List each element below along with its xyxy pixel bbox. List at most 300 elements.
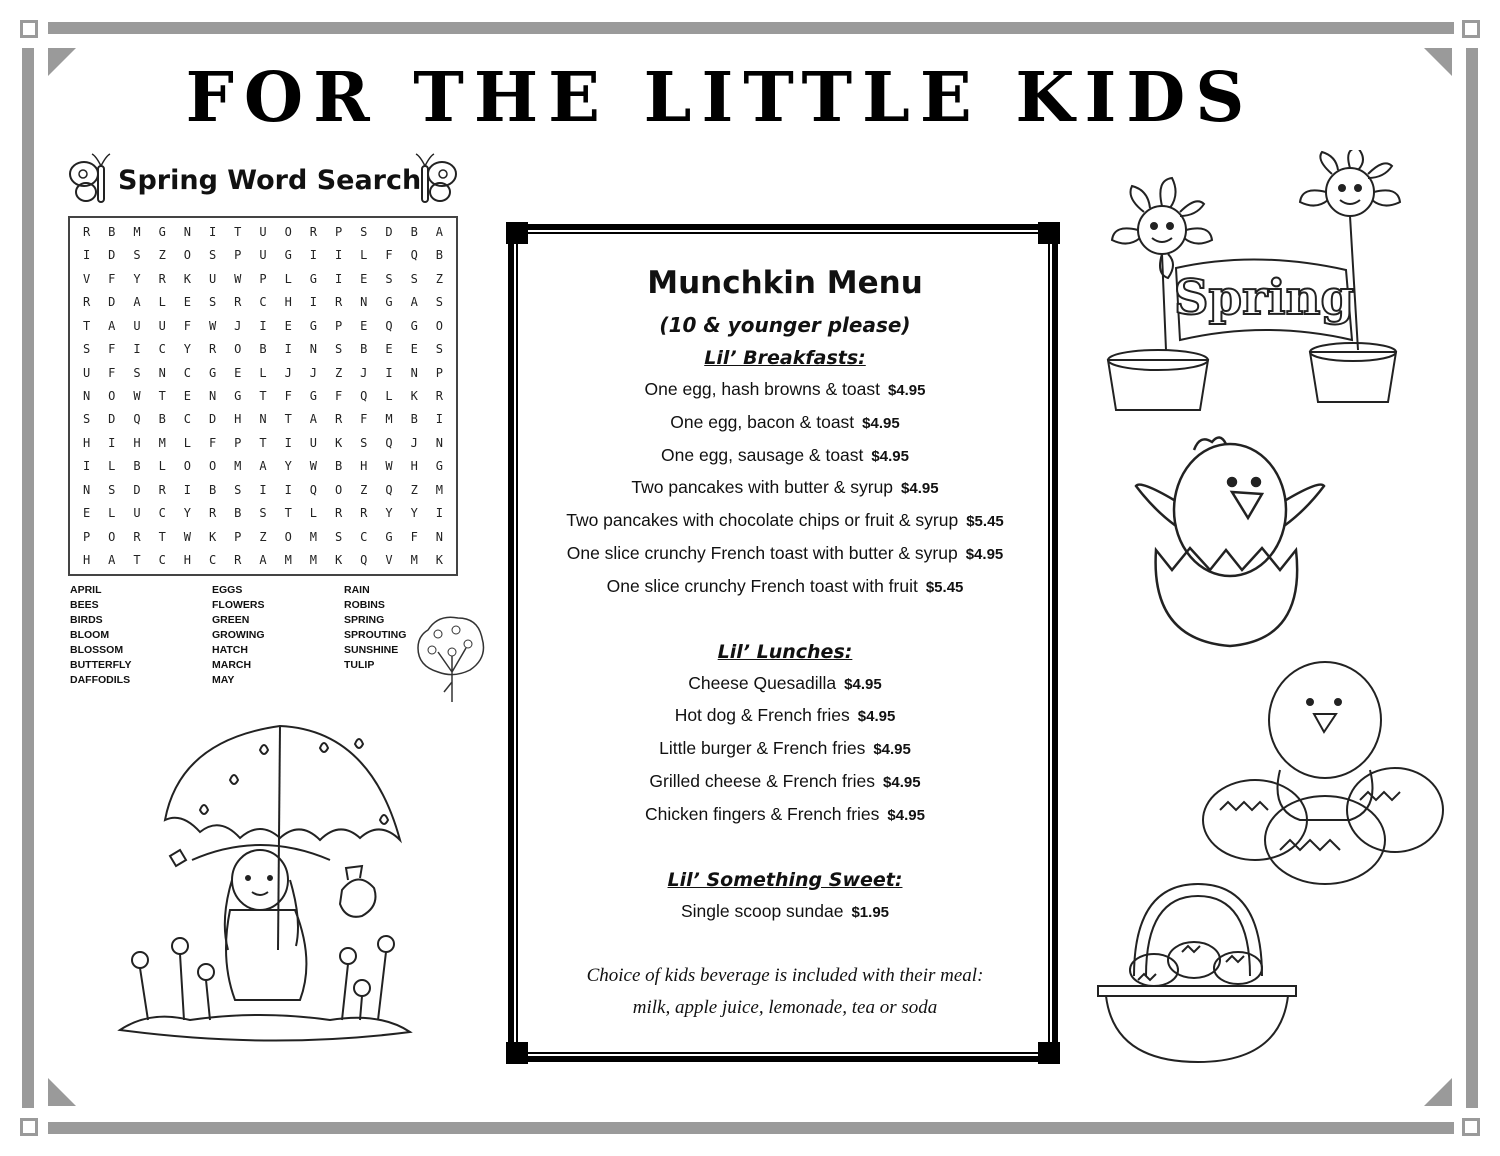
grid-letter[interactable]: S [108,482,116,497]
grid-letter[interactable]: C [183,412,192,427]
grid-letter[interactable]: R [208,342,217,357]
grid-letter[interactable]: S [385,271,393,286]
grid-letter[interactable]: I [334,248,343,263]
grid-letter[interactable]: C [158,342,166,357]
grid-letter[interactable]: O [284,529,292,544]
grid-letter[interactable]: S [334,342,343,357]
grid-letter[interactable]: F [208,435,217,450]
grid-letter[interactable]: O [108,388,116,403]
grid-letter[interactable]: I [385,365,393,380]
word-list-item: SPRING [344,614,385,626]
grid-letter[interactable]: U [309,435,318,450]
grid-letter[interactable]: H [234,412,242,427]
grid-letter[interactable]: E [234,365,242,380]
menu-frame-corner [506,222,528,244]
menu-item: Little burger & French fries $4.95 [659,738,911,759]
grid-letter[interactable]: F [360,412,368,427]
grid-letter[interactable]: W [208,318,217,333]
item-price: $4.95 [965,545,1004,563]
grid-letter[interactable]: Y [385,506,393,521]
grid-letter[interactable]: E [385,342,393,357]
easter-basket-illustration [1094,880,1300,1066]
menu-frame-corner [506,1042,528,1064]
grid-letter[interactable]: A [259,553,267,568]
grid-letter[interactable]: U [158,318,166,333]
grid-letter[interactable]: L [108,506,116,521]
grid-letter[interactable]: F [183,318,192,333]
grid-letter[interactable]: K [208,529,217,544]
grid-letter[interactable]: E [410,342,418,357]
grid-letter[interactable]: D [208,412,217,427]
grid-letter[interactable]: H [360,459,368,474]
grid-letter[interactable]: Q [360,388,368,403]
grid-letter[interactable]: J [284,365,292,380]
grid-letter[interactable]: N [208,388,217,403]
grid-letter[interactable]: I [309,295,318,310]
grid-letter[interactable]: L [108,459,116,474]
grid-letter[interactable]: O [334,482,343,497]
grid-letter[interactable]: D [385,224,393,239]
grid-letter[interactable]: F [108,271,116,286]
grid-letter[interactable]: J [410,435,418,450]
grid-letter[interactable]: T [284,506,292,521]
word-list-item: DAFFODILS [70,674,131,686]
word-list-item: SUNSHINE [344,644,399,656]
grid-letter[interactable]: Y [183,506,192,521]
grid-letter[interactable]: I [133,342,141,357]
grid-letter[interactable]: K [183,271,192,286]
grid-letter[interactable]: N [435,435,444,450]
grid-letter[interactable]: H [82,553,91,568]
grid-letter[interactable]: I [108,435,116,450]
grid-letter[interactable]: O [183,248,192,263]
grid-letter[interactable]: I [284,342,292,357]
grid-letter[interactable]: N [259,412,267,427]
grid-letter[interactable]: C [259,295,267,310]
grid-letter[interactable]: V [82,271,91,286]
grid-letter[interactable]: M [309,553,318,568]
grid-letter[interactable]: Z [334,365,343,380]
grid-letter[interactable]: R [309,224,318,239]
grid-letter[interactable]: T [259,388,267,403]
grid-letter[interactable]: B [410,224,418,239]
grid-letter[interactable]: G [208,365,217,380]
grid-letter[interactable]: A [133,295,141,310]
frame-corner-triangle [48,1078,76,1106]
grid-letter[interactable]: B [133,459,141,474]
menu-item: Grilled cheese & French fries $4.95 [649,770,921,791]
grid-letter[interactable]: W [183,529,192,544]
section-heading-sweets: Lil’ Something Sweet: [667,868,903,891]
grid-letter[interactable]: Q [133,412,141,427]
grid-letter[interactable]: B [435,248,444,263]
grid-letter[interactable]: S [208,248,217,263]
menu-frame-corner [1038,1042,1060,1064]
grid-letter[interactable]: C [158,506,166,521]
grid-letter[interactable]: Z [259,529,267,544]
grid-letter[interactable]: Q [385,318,393,333]
grid-letter[interactable]: K [410,388,418,403]
word-list-column [70,583,210,688]
grid-letter[interactable]: A [259,459,267,474]
grid-letter[interactable]: P [82,529,91,544]
grid-letter[interactable]: G [435,459,444,474]
frame-bottom-bar [48,1122,1454,1134]
word-list-item: RAIN [344,584,370,596]
grid-letter[interactable]: I [309,248,318,263]
grid-letter[interactable]: I [259,318,267,333]
grid-letter[interactable]: H [133,435,141,450]
grid-letter[interactable]: R [158,482,166,497]
grid-letter[interactable]: F [385,248,393,263]
grid-letter[interactable]: Q [385,435,393,450]
grid-letter[interactable]: L [284,271,292,286]
item-price: $4.95 [873,741,911,759]
grid-letter[interactable]: C [158,553,166,568]
grid-letter[interactable]: R [82,295,91,310]
grid-letter[interactable]: C [360,529,368,544]
grid-letter[interactable]: G [385,529,393,544]
grid-letter[interactable]: O [208,459,217,474]
grid-letter[interactable]: M [234,459,242,474]
grid-letter[interactable]: E [360,318,368,333]
grid-letter[interactable]: Z [410,482,418,497]
grid-letter[interactable]: F [108,342,116,357]
grid-letter[interactable]: Y [183,342,192,357]
grid-letter[interactable]: C [183,365,192,380]
grid-letter[interactable]: L [385,388,393,403]
grid-letter[interactable]: R [82,224,91,239]
chick-on-eggs-illustration [1200,660,1450,890]
grid-letter[interactable]: I [183,482,192,497]
word-list [70,583,420,688]
grid-letter[interactable]: H [183,553,192,568]
grid-letter[interactable]: D [108,295,116,310]
grid-letter[interactable]: A [309,412,318,427]
grid-letter[interactable]: Q [410,248,418,263]
grid-letter[interactable]: Y [133,271,141,286]
grid-letter[interactable]: O [435,318,444,333]
grid-letter[interactable]: S [234,482,242,497]
word-list-item: BEES [70,599,99,611]
grid-letter[interactable]: L [360,248,368,263]
spring-banner-illustration [1096,150,1426,425]
grid-letter[interactable]: B [360,342,368,357]
grid-letter[interactable]: J [309,365,318,380]
grid-letter[interactable]: P [234,435,242,450]
word-list-item: GREEN [212,614,250,626]
grid-letter[interactable]: G [284,248,292,263]
grid-letter[interactable]: L [158,295,166,310]
grid-letter[interactable]: H [82,435,91,450]
grid-letter[interactable]: G [309,318,318,333]
grid-letter[interactable]: U [259,248,267,263]
grid-letter[interactable]: U [133,506,141,521]
grid-letter[interactable]: S [360,224,368,239]
grid-letter[interactable]: T [158,388,166,403]
grid-letter[interactable]: I [284,435,292,450]
grid-letter[interactable]: I [334,271,343,286]
grid-letter[interactable]: R [133,529,141,544]
grid-letter[interactable]: R [334,506,343,521]
grid-letter[interactable]: R [208,506,217,521]
frame-corner-triangle [1424,1078,1452,1106]
menu-item: Single scoop sundae $1.95 [680,900,890,921]
beverage-note: milk, apple juice, lemonade, tea or soda [632,997,938,1019]
grid-letter[interactable]: B [234,506,242,521]
word-search-grid[interactable] [68,216,458,576]
grid-letter[interactable]: E [183,295,192,310]
grid-letter[interactable]: P [234,248,242,263]
word-list-item: EGGS [212,584,243,596]
item-price: $4.95 [883,773,921,791]
item-price: $4.95 [887,382,926,399]
grid-letter[interactable]: O [108,529,116,544]
word-list-item: BLOOM [70,629,110,641]
menu-title: Munchkin Menu [647,265,923,301]
grid-letter[interactable]: T [284,412,292,427]
hatching-chick-illustration [1130,430,1330,652]
item-price: $4.95 [857,708,896,726]
word-list-item: BUTTERFLY [70,659,132,671]
word-list-item: FLOWERS [212,599,265,611]
grid-letter[interactable]: O [284,224,292,239]
grid-letter[interactable]: E [284,318,292,333]
grid-letter[interactable]: Y [410,506,418,521]
grid-letter[interactable]: T [133,553,141,568]
grid-letter[interactable]: S [435,295,444,310]
grid-letter[interactable]: G [309,271,318,286]
grid-letter[interactable]: P [334,318,343,333]
flower-sketch-icon [408,612,490,704]
grid-letter[interactable]: S [360,435,368,450]
grid-letter[interactable]: M [410,553,418,568]
grid-letter[interactable]: U [208,271,217,286]
item-price: $5.45 [966,513,1004,531]
grid-letter[interactable]: L [183,435,192,450]
grid-letter[interactable]: P [234,529,242,544]
grid-letter[interactable]: S [82,412,91,427]
word-list-item: MAY [212,674,235,686]
grid-letter[interactable]: U [82,365,91,380]
grid-letter[interactable]: Z [435,271,444,286]
grid-letter[interactable]: Q [385,482,393,497]
grid-letter[interactable]: L [158,459,166,474]
frame-corner [1462,20,1480,38]
grid-letter[interactable]: W [133,388,141,403]
grid-letter[interactable]: W [234,271,242,286]
item-price: $4.95 [901,480,939,498]
grid-letter[interactable]: P [334,224,343,239]
word-list-item: MARCH [212,659,252,671]
grid-letter[interactable]: S [208,295,217,310]
grid-letter[interactable]: T [82,318,91,333]
word-list-item: APRIL [70,584,102,596]
grid-letter[interactable]: M [133,224,141,239]
grid-letter[interactable]: I [259,482,267,497]
grid-letter[interactable]: G [309,388,318,403]
grid-letter[interactable]: Z [158,248,166,263]
grid-letter[interactable]: Y [284,459,292,474]
grid-letter[interactable]: Q [360,553,368,568]
grid-letter[interactable]: N [435,529,444,544]
frame-left-bar [22,48,34,1108]
grid-letter[interactable]: A [410,295,418,310]
item-price: $4.95 [844,675,882,693]
grid-letter[interactable]: J [360,365,368,380]
grid-letter[interactable]: L [309,506,318,521]
word-search-title: Spring Word Search [118,165,422,196]
spring-banner-text: Spring [1173,270,1355,326]
grid-letter[interactable]: R [435,388,444,403]
girl-with-umbrella-illustration [110,720,420,1050]
grid-letter[interactable]: F [284,388,292,403]
grid-letter[interactable]: P [259,271,267,286]
grid-letter[interactable]: R [234,295,242,310]
grid-letter[interactable]: I [435,506,444,521]
grid-letter[interactable]: N [309,342,318,357]
grid-letter[interactable]: C [208,553,217,568]
menu-item: One slice crunchy French toast with butter & syrup $4.95 [566,542,1004,563]
grid-letter[interactable]: D [133,482,141,497]
menu-item: Two pancakes with chocolate chips or fruit & syrup $5.45 [566,510,1004,531]
grid-letter[interactable]: S [410,271,418,286]
grid-letter[interactable]: Z [360,482,368,497]
menu-item: Cheese Quesadilla $4.95 [688,672,882,693]
grid-letter[interactable]: A [108,553,116,568]
grid-letter[interactable]: F [410,529,418,544]
grid-letter[interactable]: S [435,342,444,357]
grid-letter[interactable]: O [183,459,192,474]
section-heading-lunches: Lil’ Lunches: [717,640,853,663]
grid-letter[interactable]: V [385,553,393,568]
grid-letter[interactable]: G [158,224,166,239]
grid-letter[interactable]: O [234,342,242,357]
grid-letter[interactable]: K [334,435,343,450]
grid-letter[interactable]: N [360,295,368,310]
grid-letter[interactable]: B [208,482,217,497]
grid-letter[interactable]: B [259,342,267,357]
grid-letter[interactable]: R [334,412,343,427]
menu-item: Chicken fingers & French fries $4.95 [645,803,925,824]
grid-letter[interactable]: D [108,248,116,263]
grid-letter[interactable]: R [334,295,343,310]
frame-right-bar [1466,48,1478,1108]
grid-letter[interactable]: I [435,412,444,427]
grid-letter[interactable]: S [82,342,91,357]
grid-letter[interactable]: W [385,459,393,474]
frame-top-bar [48,22,1454,34]
grid-letter[interactable]: D [108,412,116,427]
grid-letter[interactable]: M [435,482,444,497]
menu-item: One egg, bacon & toast $4.95 [670,411,900,432]
grid-letter[interactable]: I [208,224,217,239]
grid-letter[interactable]: S [133,248,141,263]
page-title: FOR THE LITTLE KIDS [185,58,1255,138]
grid-letter[interactable]: G [234,388,242,403]
grid-letter[interactable]: I [284,482,292,497]
grid-letter[interactable]: J [234,318,242,333]
grid-letter[interactable]: E [360,271,368,286]
grid-letter[interactable]: B [158,412,166,427]
menu-subtitle: (10 & younger please) [659,313,911,337]
word-list-item: TULIP [344,659,375,671]
grid-letter[interactable]: N [82,388,91,403]
grid-letter[interactable]: B [334,459,343,474]
butterfly-icon [66,152,118,208]
grid-letter[interactable]: N [158,365,166,380]
grid-letter[interactable]: M [158,435,166,450]
word-list-item: BLOSSOM [70,644,124,656]
word-list-item: SPROUTING [344,629,407,641]
grid-letter[interactable]: T [234,224,242,239]
grid-letter[interactable]: E [82,506,91,521]
grid-letter[interactable]: A [435,224,444,239]
grid-letter[interactable]: T [259,435,267,450]
grid-letter[interactable]: M [385,412,393,427]
grid-letter[interactable]: R [360,506,368,521]
grid-letter[interactable]: S [334,529,343,544]
frame-corner [20,1118,38,1136]
grid-letter[interactable]: H [410,459,418,474]
grid-letter[interactable]: N [82,482,91,497]
grid-letter[interactable]: S [133,365,141,380]
grid-letter[interactable]: U [259,224,267,239]
grid-letter[interactable]: F [108,365,116,380]
grid-letter[interactable]: Q [309,482,318,497]
grid-letter[interactable]: R [158,271,166,286]
beverage-note: Choice of kids beverage is included with their meal: [586,965,984,987]
grid-letter[interactable]: U [133,318,141,333]
grid-letter[interactable]: R [234,553,242,568]
grid-letter[interactable]: M [309,529,318,544]
grid-letter[interactable]: N [410,365,418,380]
grid-letter[interactable]: I [82,459,91,474]
grid-letter[interactable]: K [435,553,444,568]
frame-corner [20,20,38,38]
grid-letter[interactable]: T [158,529,166,544]
grid-letter[interactable]: W [309,459,318,474]
grid-letter[interactable]: E [183,388,192,403]
item-price: $1.95 [851,903,890,921]
grid-letter[interactable]: S [259,506,267,521]
grid-letter[interactable]: L [259,365,267,380]
grid-letter[interactable]: B [108,224,116,239]
word-list-item: HATCH [212,644,248,656]
grid-letter[interactable]: A [108,318,116,333]
grid-letter[interactable]: H [284,295,292,310]
grid-letter[interactable]: P [435,365,444,380]
grid-letter[interactable]: M [284,553,292,568]
grid-letter[interactable]: N [183,224,192,239]
grid-letter[interactable]: G [410,318,418,333]
grid-letter[interactable]: I [82,248,91,263]
grid-letter[interactable]: B [410,412,418,427]
butterfly-icon [408,152,460,208]
menu-item: One egg, sausage & toast $4.95 [661,444,909,465]
menu-item: One slice crunchy French toast with fruit $5.45 [606,575,964,596]
word-list-column [212,583,342,688]
frame-corner [1462,1118,1480,1136]
section-heading-breakfasts: Lil’ Breakfasts: [704,347,866,369]
word-list-item: ROBINS [344,599,385,611]
grid-letter[interactable]: G [385,295,393,310]
word-list-item: BIRDS [70,614,103,626]
menu-item: Hot dog & French fries $4.95 [674,705,896,726]
grid-letter[interactable]: K [334,553,343,568]
grid-letter[interactable]: F [334,388,343,403]
item-price: $4.95 [887,806,925,824]
